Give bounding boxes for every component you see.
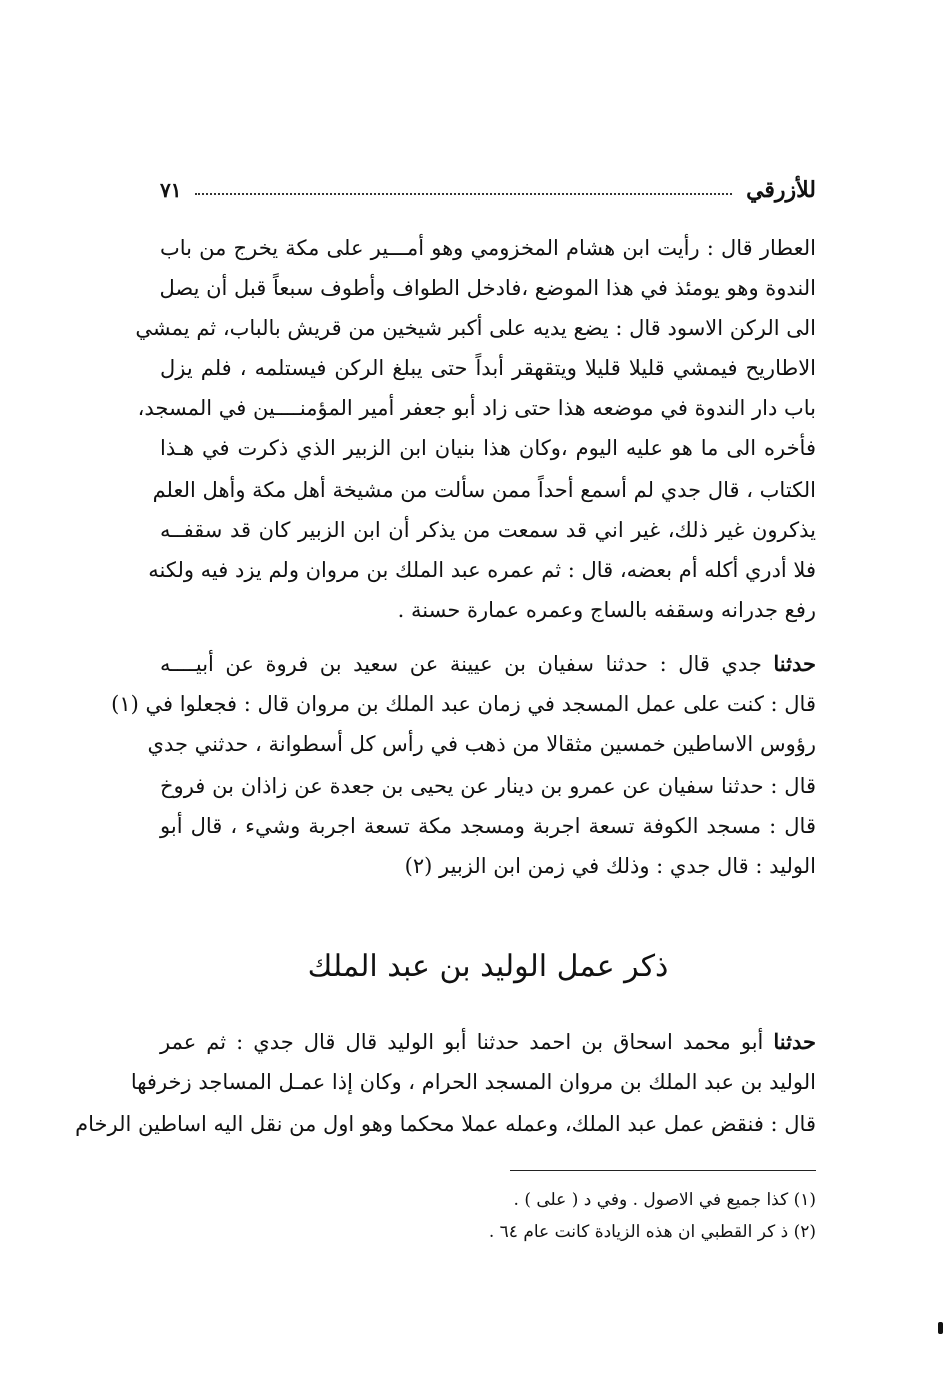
running-header	[160, 172, 816, 208]
paragraph-line-text: أبو محمد اسحاق بن احمد حدثنا أبو الوليد قال قال جدي : ثم عمر	[160, 1030, 774, 1054]
running-header-title: للأزرقي	[746, 177, 816, 203]
paragraph-line	[160, 1022, 816, 1062]
paragraph-line: الوليد بن عبد الملك بن مروان المسجد الحرام ، وكان إذا عمـل المساجد زخرفها	[130, 1070, 816, 1094]
paragraph-line: الكتاب ، قال جدي لم أسمع أحداً ممن سألت من مشيخة أهل مكة وأهل العلم	[152, 478, 816, 502]
paragraph-line: قال : كنت على عمل المسجد في زمان عبد الملك بن مروان قال : فجعلوا في (١)	[111, 692, 816, 716]
paragraph-line: العطار قال : رأيت ابن هشام المخزومي وهو أمـــير على مكة يخرج من باب	[160, 236, 816, 260]
paragraph-line: باب دار الندوة في موضعه هذا حتى زاد أبو جعفر أمير المؤمنــــين في المسجد،	[137, 396, 816, 420]
paragraph-line: قال : مسجد الكوفة تسعة اجربة ومسجد مكة تسعة اجربة وشيء ، قال أبو	[160, 814, 816, 838]
footnote-separator	[510, 1170, 816, 1171]
scan-edge-mark	[938, 1322, 943, 1334]
paragraph-line-text: جدي قال : حدثنا سفيان بن عيينة عن سعيد بن فروة عن أبيــــه	[160, 652, 774, 676]
paragraph-line: فأخره الى ما هو عليه اليوم ،وكان هذا بنيان ابن الزبير الذي ذكرت في هـذا	[160, 436, 816, 460]
paragraph-line: قال : حدثنا سفيان عن عمرو بن دينار عن يحيى بن جعدة عن زاذان بن فروخ	[160, 774, 816, 798]
paragraph-line: فلا أدري أكله أم بعضه، قال : ثم عمره عبد الملك بن مروان ولم يزد فيه ولكنه	[148, 558, 816, 582]
header-dotted-leader	[195, 193, 732, 195]
paragraph-line: الندوة وهو يومئذ في هذا الموضع ،فادخل الطواف وأطوف سبعاً قبل أن يصل	[159, 276, 816, 300]
paragraph-line: قال : فنقض عمل عبد الملك، وعمله عملا محكما وهو اول من نقل اليه اساطين الرخام	[75, 1112, 816, 1136]
paragraph-line: الاطاريح فيمشي قليلا قليلا ويتقهقر أبداً حتى يبلغ الركن فيستلمه ، فلم يزل	[160, 356, 816, 380]
paragraph-line	[160, 644, 816, 684]
paragraph-line: يذكرون غير ذلك، غير اني قد سمعت من يذكر أن ابن الزبير كان قد سقفــه	[160, 518, 816, 542]
section-heading: ذكر عمل الوليد بن عبد الملك	[307, 949, 669, 984]
paragraph-lead-word: حدثنا	[773, 651, 816, 676]
footnote: (٢) ذ كر القطبي ان هذه الزيادة كانت عام ٦٤ .	[488, 1222, 816, 1242]
paragraph-line: رؤوس الاساطين خمسين مثقالا من ذهب في رأس كل أسطوانة ، حدثني جدي	[147, 732, 816, 756]
paragraph-line: الوليد : قال جدي : وذلك في زمن ابن الزبير (٢)	[404, 854, 816, 878]
paragraph-line: الى الركن الاسود قال : يضع يديه على أكبر شيخين من قريش بالباب، ثم يمشي	[135, 316, 816, 340]
paragraph-lead-word: حدثنا	[773, 1029, 816, 1054]
page-number: ٧١	[160, 178, 182, 202]
footnote: (١) كذا جميع في الاصول . وفي د ( على ) .	[513, 1190, 816, 1210]
paragraph-line: رفع جدرانه وسقفه بالساج وعمره عمارة حسنة .	[397, 598, 816, 622]
